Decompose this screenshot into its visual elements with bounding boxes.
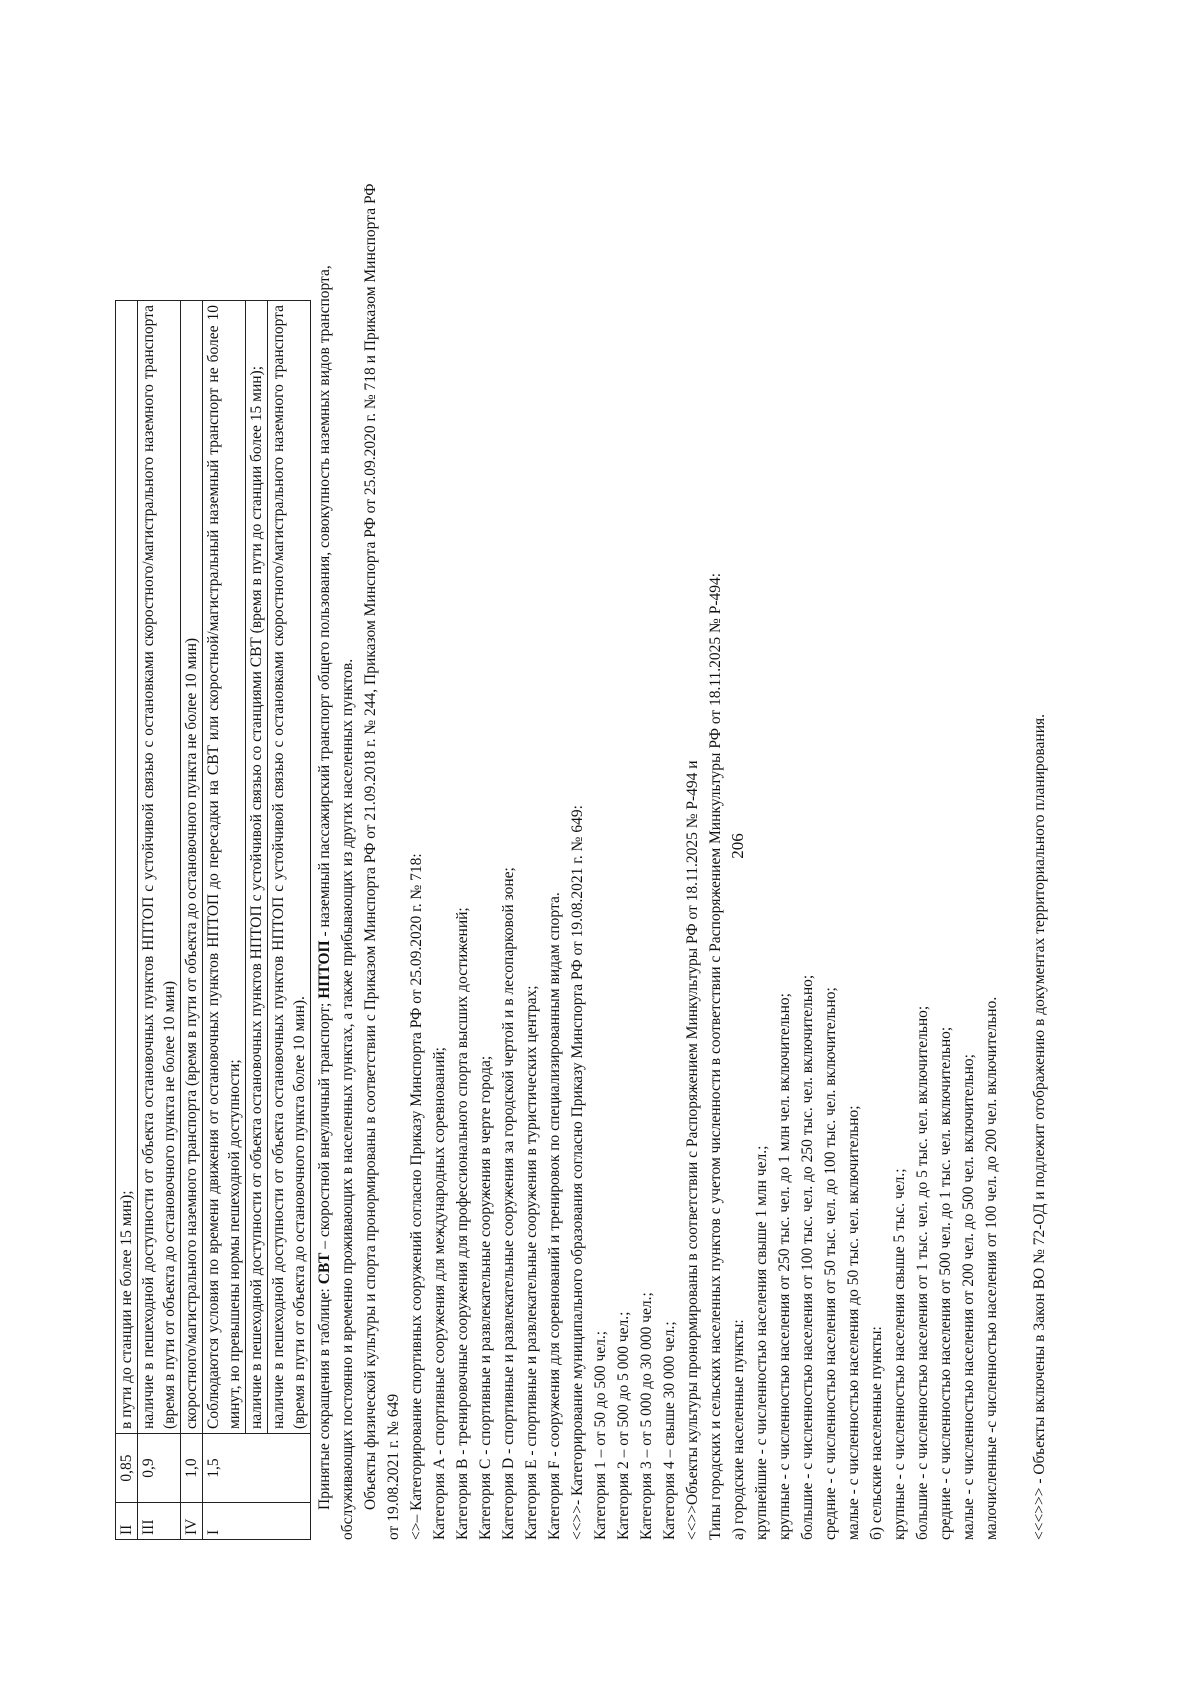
description-line: в пути до станции не более 15 мин); <box>118 1190 135 1429</box>
coefficient-cell: 1,5 <box>203 1434 311 1503</box>
coefficient-cell: 1,0 <box>181 1434 203 1503</box>
municipal-category-item: Категория 4 – свыше 30 000 чел.; <box>661 1321 678 1540</box>
description-line: наличие в пешеходной доступности от объекта остановочных пунктов НПТОП с устойчивой связью с остановками скоростного/магистрального наземного транспорта (время в пути от объекта до остановочного пункта более 10 мин). <box>267 301 310 1433</box>
abbrev-nptop-def: - наземный пассажирский транспорт общего пользования, совокупность наземных видов транспорта, обслуживающих постоянно и временно проживающих в населенных пунктах, а также прибывающих из других населенных пунктов. <box>316 265 356 1540</box>
urban-settlement-item: большие - с численностью населения от 100 тыс. чел. до 250 тыс. чел. включительно; <box>799 974 816 1540</box>
category-cell: III <box>138 1503 181 1540</box>
description-cell <box>203 301 311 1434</box>
table-row <box>138 301 181 1540</box>
final-note: <<<>>> - Объекты включены в Закон ВО № 72-ОД и подлежит отображению в документах территориального планирования. <box>1031 713 1048 1540</box>
table-row <box>116 301 138 1540</box>
description-line: скоростного/магистрального наземного транспорта (время в пути от объекта до остановочного пункта не более 10 мин) <box>183 637 200 1429</box>
urban-settlement-item: крупнейшие - с численностью населения свыше 1 млн чел.; <box>753 1145 770 1540</box>
urban-settlement-item: средние - с численностью населения от 50 тыс. чел. до 100 тыс. чел. включительно; <box>822 987 839 1540</box>
municipal-category-header: <<>>- Категорирование муниципального образования согласно Приказу Минспорта РФ от 19.08.2021 г. № 649: <box>569 805 586 1540</box>
municipal-category-list <box>589 170 681 1540</box>
coefficient-table <box>115 300 311 1540</box>
description-line: наличие в пешеходной доступности от объекта остановочных пунктов НПТОП с устойчивой связью с остановками скоростного/магистрального наземного транспорта (время в пути от объекта до остановочного пункта не более 10 мин) <box>140 305 178 1429</box>
coefficient-cell: 0,9 <box>138 1434 181 1503</box>
municipal-category-item: Категория 1 – от 50 до 500 чел.; <box>592 1330 609 1540</box>
description-cell <box>138 301 181 1434</box>
document-body <box>115 170 1051 1540</box>
rural-settlement-item: большие - с численностью населения от 1 тыс. чел. до 5 тыс. чел. включительно; <box>914 1005 931 1540</box>
description-line: наличие в пешеходной доступности от объекта остановочных пунктов НПТОП с устойчивой связью со станциями СВТ (время в пути до станции более 15 мин); <box>245 301 267 1433</box>
sport-category-item: Категория B - тренировочные сооружения для профессионального спорта высших достижений; <box>454 907 471 1540</box>
description-line: Соблюдаются условия по времени движения от остановочных пунктов НПТОП до пересадки на СВТ или скоростной/магистральный наземный транспорт не более 10 минут, но превышены нормы пешеходной доступности; <box>205 305 243 1429</box>
description-cell <box>116 301 138 1434</box>
abbreviations-paragraph <box>313 170 359 1540</box>
municipal-category-item: Категория 3 – от 5 000 до 30 000 чел.; <box>638 1292 655 1540</box>
abbrev-prefix: Принятые сокращения в таблице: <box>316 1284 333 1510</box>
category-cell: I <box>203 1503 311 1540</box>
rural-header: б) сельские населенные пункты: <box>868 1326 885 1540</box>
sport-category-list <box>428 170 566 1540</box>
rural-settlement-list <box>888 170 1003 1540</box>
urban-header: а) городские населенные пункты: <box>730 1319 747 1540</box>
sport-intro: Объекты физической культуры и спорта пронормированы в соответствии с Приказом Минспорта РФ от 21.09.2018 г. № 244, Приказом Минспорта РФ от 25.09.2020 г. № 718 и Приказом Минспорта РФ от 19.08.2021 г. № 649 <box>362 183 402 1540</box>
description-cell <box>181 301 203 1434</box>
sport-category-item: Категория F - сооружения для соревнований и тренировок по специализированным видам спорта. <box>546 892 563 1540</box>
urban-settlement-item: крупные - с численностью населения от 250 тыс. чел. до 1 млн чел. включительно; <box>776 993 793 1540</box>
rural-settlement-item: средние - с численностью населения от 500 чел. до 1 тыс. чел. включительно; <box>937 1026 954 1540</box>
sport-category-item: Категория E - спортивные и развлекательные сооружения в туристических центрах; <box>523 985 540 1540</box>
culture-header: <<>>Объекты культуры пронормированы в соответствии с Распоряжением Минкультуры РФ от 18.11.2025 № Р-494 и <box>684 760 701 1540</box>
abbrev-nptop: НПТОП <box>316 940 333 999</box>
settlement-types-header: Типы городских и сельских населенных пунктов с учетом численности в соответствии с Распоряжением Минкультуры РФ от 18.11.2025 № Р-494: <box>707 572 724 1540</box>
municipal-category-item: Категория 2 – от 500 до 5 000 чел.; <box>615 1311 632 1540</box>
table-row <box>203 301 311 1540</box>
sport-category-item: Категория C - спортивные и развлекательные сооружения в черте города; <box>477 1055 494 1540</box>
rotated-page-content <box>115 170 1048 1540</box>
table-row <box>181 301 203 1540</box>
sport-category-header: <>– Категорирование спортивных сооружений согласно Приказу Минспорта РФ от 25.09.2020 г. № 718: <box>408 853 425 1540</box>
category-cell: IV <box>181 1503 203 1540</box>
notes-section <box>313 170 1051 1540</box>
page-number: 206 <box>728 833 747 859</box>
urban-settlement-item: малые - с численностью населения до 50 тыс. чел. включительно; <box>845 1105 862 1540</box>
coefficient-cell: 0,85 <box>116 1434 138 1503</box>
sport-category-item: Категория D - спортивные и развлекательные сооружения за городской чертой и в лесопарковой зоне; <box>500 867 517 1540</box>
category-cell: II <box>116 1503 138 1540</box>
rural-settlement-item: малочисленные -с численностью населения от 100 чел. до 200 чел. включительно. <box>983 996 1000 1540</box>
urban-settlement-list <box>750 170 865 1540</box>
sport-category-item: Категория A - спортивные сооружения для международных соревнований; <box>431 1047 448 1540</box>
abbrev-svt: СВТ <box>316 1252 333 1285</box>
rural-settlement-item: малые - с численностью населения от 200 чел. до 500 чел. включительно; <box>960 1054 977 1540</box>
abbrev-svt-def: – скоростной внеуличный транспорт; <box>316 998 333 1253</box>
rural-settlement-item: крупные - с численностью населения свыше 5 тыс. чел.; <box>891 1168 908 1540</box>
